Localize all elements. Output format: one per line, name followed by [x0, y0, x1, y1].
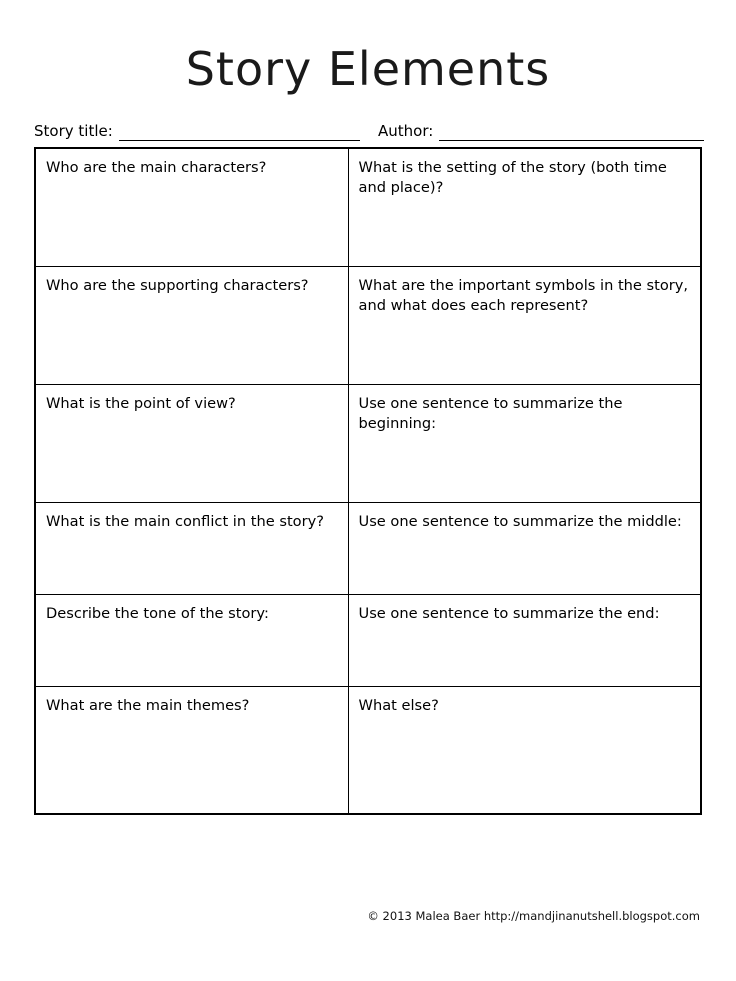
header-fields: [34, 122, 704, 141]
prompt-cell-tone[interactable]: [35, 594, 348, 686]
table-row: [35, 686, 701, 814]
prompt-cell-summary-middle[interactable]: [348, 502, 701, 594]
prompt-cell-summary-end[interactable]: [348, 594, 701, 686]
prompt-cell-summary-beginning[interactable]: [348, 384, 701, 502]
prompt-text: What is the main conflict in the story?: [46, 512, 324, 530]
prompt-text: What is the setting of the story (both time and place)?: [358, 159, 667, 197]
copyright-footer: © 2013 Malea Baer http://mandjinanutshell.blogspot.com: [367, 909, 700, 923]
prompt-text: What are the important symbols in the story, and what does each represent?: [358, 276, 689, 314]
prompt-cell-what-else[interactable]: [348, 686, 701, 814]
story-title-field[interactable]: [34, 122, 360, 141]
prompt-text: Who are the supporting characters?: [46, 276, 309, 294]
table-row: [35, 594, 701, 686]
prompt-text: What else?: [358, 696, 439, 714]
prompt-text: Use one sentence to summarize the middle:: [358, 512, 682, 530]
table-row: [35, 384, 701, 502]
story-elements-table: [34, 147, 702, 815]
prompt-text: Describe the tone of the story:: [46, 604, 269, 622]
author-field[interactable]: [378, 122, 704, 141]
prompt-text: What are the main themes?: [46, 696, 250, 714]
prompt-cell-main-conflict[interactable]: [35, 502, 348, 594]
prompt-cell-symbols[interactable]: [348, 266, 701, 384]
author-label: Author:: [378, 122, 434, 140]
prompt-text: What is the point of view?: [46, 394, 236, 412]
story-title-label: Story title:: [34, 122, 113, 140]
prompt-cell-main-characters[interactable]: [35, 148, 348, 266]
table-row: [35, 148, 701, 266]
prompt-cell-point-of-view[interactable]: [35, 384, 348, 502]
prompt-text: Use one sentence to summarize the beginning:: [358, 394, 623, 432]
author-input-line[interactable]: [439, 124, 704, 141]
prompt-cell-main-themes[interactable]: [35, 686, 348, 814]
table-row: [35, 266, 701, 384]
page-title: Story Elements: [185, 42, 551, 96]
story-title-input-line[interactable]: [119, 124, 360, 141]
prompt-cell-setting[interactable]: [348, 148, 701, 266]
prompt-text: Who are the main characters?: [46, 159, 267, 176]
prompt-cell-supporting-characters[interactable]: [35, 266, 348, 384]
prompt-text: Use one sentence to summarize the end:: [358, 604, 660, 622]
table-row: [35, 502, 701, 594]
